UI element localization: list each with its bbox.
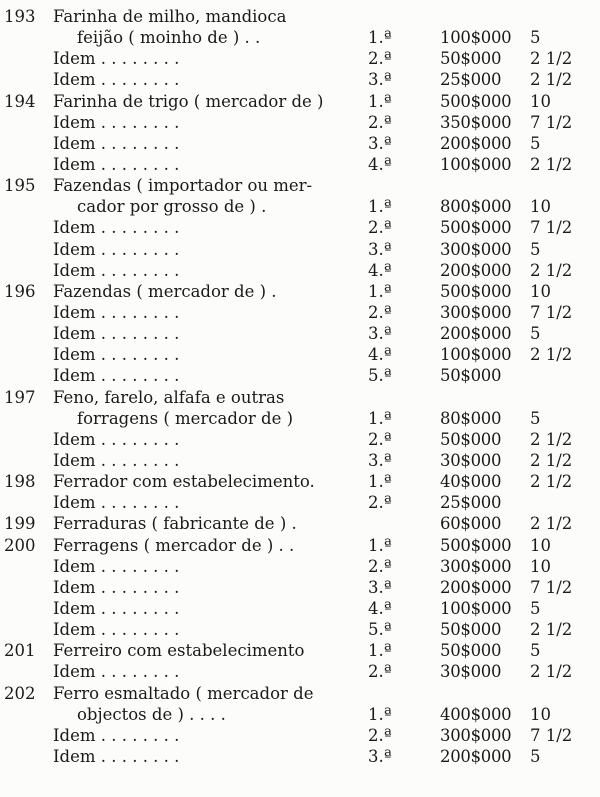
entry-value: 200$000 bbox=[440, 746, 512, 766]
entry-class: 4.ª bbox=[368, 260, 392, 280]
entry-value: 50$000 bbox=[440, 366, 502, 386]
table-row bbox=[0, 239, 600, 260]
entry-description: Ferragens ( mercador de ) . . bbox=[53, 535, 295, 555]
table-row bbox=[0, 429, 600, 450]
entry-percentage: 2 1/2 bbox=[530, 450, 573, 470]
entry-class: 2.ª bbox=[368, 662, 392, 682]
entry-description: Ferrador com estabelecimento. bbox=[53, 472, 315, 492]
entry-percentage: 10 bbox=[530, 281, 551, 301]
table-row bbox=[0, 323, 600, 344]
table-row bbox=[0, 365, 600, 386]
table-row bbox=[0, 154, 600, 175]
entry-number: 198 bbox=[4, 472, 36, 492]
entry-percentage: 2 1/2 bbox=[530, 260, 573, 280]
entry-description: Idem . . . . . . . . bbox=[53, 133, 180, 153]
entry-description: Farinha de milho, mandioca bbox=[53, 7, 287, 26]
table-row bbox=[0, 112, 600, 133]
entry-class: 2.ª bbox=[368, 725, 392, 745]
table-row bbox=[0, 725, 600, 746]
table-row bbox=[0, 661, 600, 682]
entry-percentage: 2 1/2 bbox=[530, 514, 573, 534]
table-row bbox=[0, 91, 600, 112]
entry-class: 2.ª bbox=[368, 49, 392, 69]
table-row bbox=[0, 746, 600, 767]
entry-description: Idem . . . . . . . . bbox=[53, 218, 180, 238]
entry-value: 300$000 bbox=[440, 302, 512, 322]
entry-value: 500$000 bbox=[440, 218, 512, 238]
entry-description: Idem . . . . . . . . bbox=[53, 302, 180, 322]
entry-class: 1.ª bbox=[368, 408, 392, 428]
entry-class: 1.ª bbox=[368, 641, 392, 661]
table-row bbox=[0, 535, 600, 556]
entry-percentage: 2 1/2 bbox=[530, 472, 573, 492]
table-row bbox=[0, 450, 600, 471]
entry-class: 3.ª bbox=[368, 133, 392, 153]
table-row bbox=[0, 69, 600, 90]
entry-class: 3.ª bbox=[368, 324, 392, 344]
entry-value: 400$000 bbox=[440, 704, 512, 724]
entry-class: 3.ª bbox=[368, 70, 392, 90]
table-row bbox=[0, 217, 600, 238]
table-row bbox=[0, 492, 600, 513]
entry-percentage: 5 bbox=[530, 408, 541, 428]
table-row bbox=[0, 196, 600, 217]
table-row bbox=[0, 598, 600, 619]
entry-percentage: 5 bbox=[530, 133, 541, 153]
entry-description: Idem . . . . . . . . bbox=[53, 239, 180, 259]
entry-class: 1.ª bbox=[368, 704, 392, 724]
entry-value: 50$000 bbox=[440, 49, 502, 69]
entry-class: 1.ª bbox=[368, 472, 392, 492]
entry-value: 100$000 bbox=[440, 598, 512, 618]
entry-number: 194 bbox=[4, 91, 36, 111]
entry-number: 196 bbox=[4, 281, 36, 301]
entry-class: 1.ª bbox=[368, 281, 392, 301]
table-row bbox=[0, 471, 600, 492]
entry-value: 200$000 bbox=[440, 260, 512, 280]
table-row bbox=[0, 640, 600, 661]
entry-value: 30$000 bbox=[440, 662, 502, 682]
entry-number: 197 bbox=[4, 387, 36, 407]
entry-class: 5.ª bbox=[368, 366, 392, 386]
entry-description: objectos de ) . . . . bbox=[77, 704, 226, 724]
tax-table bbox=[0, 6, 600, 767]
entry-description: Idem . . . . . . . . bbox=[53, 366, 180, 386]
entry-percentage: 5 bbox=[530, 239, 541, 259]
entry-value: 500$000 bbox=[440, 535, 512, 555]
entry-description: Farinha de trigo ( mercador de ) bbox=[53, 91, 324, 111]
entry-value: 200$000 bbox=[440, 577, 512, 597]
entry-percentage: 2 1/2 bbox=[530, 345, 573, 365]
entry-value: 200$000 bbox=[440, 133, 512, 153]
entry-class: 1.ª bbox=[368, 91, 392, 111]
entry-percentage: 5 bbox=[530, 324, 541, 344]
entry-description: Idem . . . . . . . . bbox=[53, 260, 180, 280]
entry-class: 1.ª bbox=[368, 535, 392, 555]
entry-description: Fazendas ( mercador de ) . bbox=[53, 281, 277, 301]
entry-percentage: 7 1/2 bbox=[530, 302, 573, 322]
table-row bbox=[0, 408, 600, 429]
entry-percentage: 7 1/2 bbox=[530, 218, 573, 238]
entry-description: cador por grosso de ) . bbox=[77, 197, 267, 217]
table-row bbox=[0, 344, 600, 365]
entry-value: 500$000 bbox=[440, 281, 512, 301]
entry-class: 4.ª bbox=[368, 598, 392, 618]
entry-value: 300$000 bbox=[440, 725, 512, 745]
entry-value: 300$000 bbox=[440, 556, 512, 576]
table-row bbox=[0, 27, 600, 48]
entry-class: 2.ª bbox=[368, 302, 392, 322]
entry-description: Fazendas ( importador ou mer- bbox=[53, 176, 313, 196]
entry-percentage: 5 bbox=[530, 746, 541, 766]
entry-percentage: 10 bbox=[530, 556, 551, 576]
entry-class: 3.ª bbox=[368, 577, 392, 597]
entry-class: 3.ª bbox=[368, 746, 392, 766]
entry-value: 200$000 bbox=[440, 324, 512, 344]
entry-number: 193 bbox=[4, 7, 36, 26]
entry-class: 1.ª bbox=[368, 197, 392, 217]
entry-description: Idem . . . . . . . . bbox=[53, 746, 180, 766]
entry-value: 500$000 bbox=[440, 91, 512, 111]
entry-description: Idem . . . . . . . . bbox=[53, 450, 180, 470]
entry-percentage: 10 bbox=[530, 535, 551, 555]
entry-value: 50$000 bbox=[440, 620, 502, 640]
entry-description: feijão ( moinho de ) . . bbox=[77, 28, 261, 48]
entry-percentage: 7 1/2 bbox=[530, 725, 573, 745]
entry-description: Idem . . . . . . . . bbox=[53, 49, 180, 69]
entry-number: 202 bbox=[4, 683, 36, 703]
table-row bbox=[0, 133, 600, 154]
entry-percentage: 7 1/2 bbox=[530, 112, 573, 132]
entry-value: 50$000 bbox=[440, 641, 502, 661]
entry-percentage: 2 1/2 bbox=[530, 49, 573, 69]
entry-value: 80$000 bbox=[440, 408, 502, 428]
entry-value: 40$000 bbox=[440, 472, 502, 492]
table-row bbox=[0, 513, 600, 534]
entry-description: forragens ( mercador de ) bbox=[77, 408, 294, 428]
entry-percentage: 2 1/2 bbox=[530, 429, 573, 449]
entry-class: 3.ª bbox=[368, 239, 392, 259]
entry-description: Idem . . . . . . . . bbox=[53, 345, 180, 365]
entry-description: Ferreiro com estabelecimento bbox=[53, 641, 305, 661]
entry-description: Idem . . . . . . . . bbox=[53, 577, 180, 597]
entry-value: 350$000 bbox=[440, 112, 512, 132]
table-row bbox=[0, 619, 600, 640]
entry-number: 199 bbox=[4, 514, 36, 534]
table-row bbox=[0, 281, 600, 302]
entry-class: 2.ª bbox=[368, 556, 392, 576]
entry-percentage: 7 1/2 bbox=[530, 577, 573, 597]
table-row bbox=[0, 704, 600, 725]
entry-value: 100$000 bbox=[440, 28, 512, 48]
entry-percentage: 2 1/2 bbox=[530, 70, 573, 90]
entry-value: 25$000 bbox=[440, 70, 502, 90]
table-row bbox=[0, 577, 600, 598]
entry-description: Idem . . . . . . . . bbox=[53, 662, 180, 682]
entry-percentage: 5 bbox=[530, 598, 541, 618]
entry-description: Idem . . . . . . . . bbox=[53, 598, 180, 618]
entry-percentage: 5 bbox=[530, 641, 541, 661]
entry-percentage: 2 1/2 bbox=[530, 662, 573, 682]
table-row bbox=[0, 260, 600, 281]
entry-number: 201 bbox=[4, 641, 36, 661]
entry-percentage: 2 1/2 bbox=[530, 154, 573, 174]
entry-class: 2.ª bbox=[368, 112, 392, 132]
entry-value: 100$000 bbox=[440, 154, 512, 174]
entry-class: 2.ª bbox=[368, 493, 392, 513]
entry-percentage: 10 bbox=[530, 704, 551, 724]
entry-description: Idem . . . . . . . . bbox=[53, 154, 180, 174]
entry-value: 800$000 bbox=[440, 197, 512, 217]
entry-description: Ferro esmaltado ( mercador de bbox=[53, 683, 314, 703]
entry-number: 195 bbox=[4, 176, 36, 196]
entry-class: 2.ª bbox=[368, 218, 392, 238]
entry-description: Idem . . . . . . . . bbox=[53, 112, 180, 132]
entry-description: Feno, farelo, alfafa e outras bbox=[53, 387, 285, 407]
entry-class: 3.ª bbox=[368, 450, 392, 470]
entry-class: 4.ª bbox=[368, 345, 392, 365]
entry-value: 25$000 bbox=[440, 493, 502, 513]
table-row bbox=[0, 683, 600, 704]
entry-description: Idem . . . . . . . . bbox=[53, 493, 180, 513]
entry-description: Idem . . . . . . . . bbox=[53, 556, 180, 576]
entry-class: 5.ª bbox=[368, 620, 392, 640]
table-row bbox=[0, 387, 600, 408]
entry-description: Idem . . . . . . . . bbox=[53, 725, 180, 745]
entry-description: Ferraduras ( fabricante de ) . bbox=[53, 514, 297, 534]
entry-percentage: 10 bbox=[530, 197, 551, 217]
table-row bbox=[0, 302, 600, 323]
entry-description: Idem . . . . . . . . bbox=[53, 70, 180, 90]
entry-value: 60$000 bbox=[440, 514, 502, 534]
table-row bbox=[0, 48, 600, 69]
entry-percentage: 2 1/2 bbox=[530, 620, 573, 640]
table-row bbox=[0, 556, 600, 577]
entry-number: 200 bbox=[4, 535, 36, 555]
entry-class: 2.ª bbox=[368, 429, 392, 449]
entry-value: 100$000 bbox=[440, 345, 512, 365]
entry-value: 50$000 bbox=[440, 429, 502, 449]
entry-value: 300$000 bbox=[440, 239, 512, 259]
entry-percentage: 10 bbox=[530, 91, 551, 111]
entry-class: 4.ª bbox=[368, 154, 392, 174]
entry-value: 30$000 bbox=[440, 450, 502, 470]
table-row bbox=[0, 6, 600, 27]
entry-percentage: 5 bbox=[530, 28, 541, 48]
table-row bbox=[0, 175, 600, 196]
entry-description: Idem . . . . . . . . bbox=[53, 620, 180, 640]
entry-description: Idem . . . . . . . . bbox=[53, 429, 180, 449]
entry-class: 1.ª bbox=[368, 28, 392, 48]
entry-description: Idem . . . . . . . . bbox=[53, 324, 180, 344]
